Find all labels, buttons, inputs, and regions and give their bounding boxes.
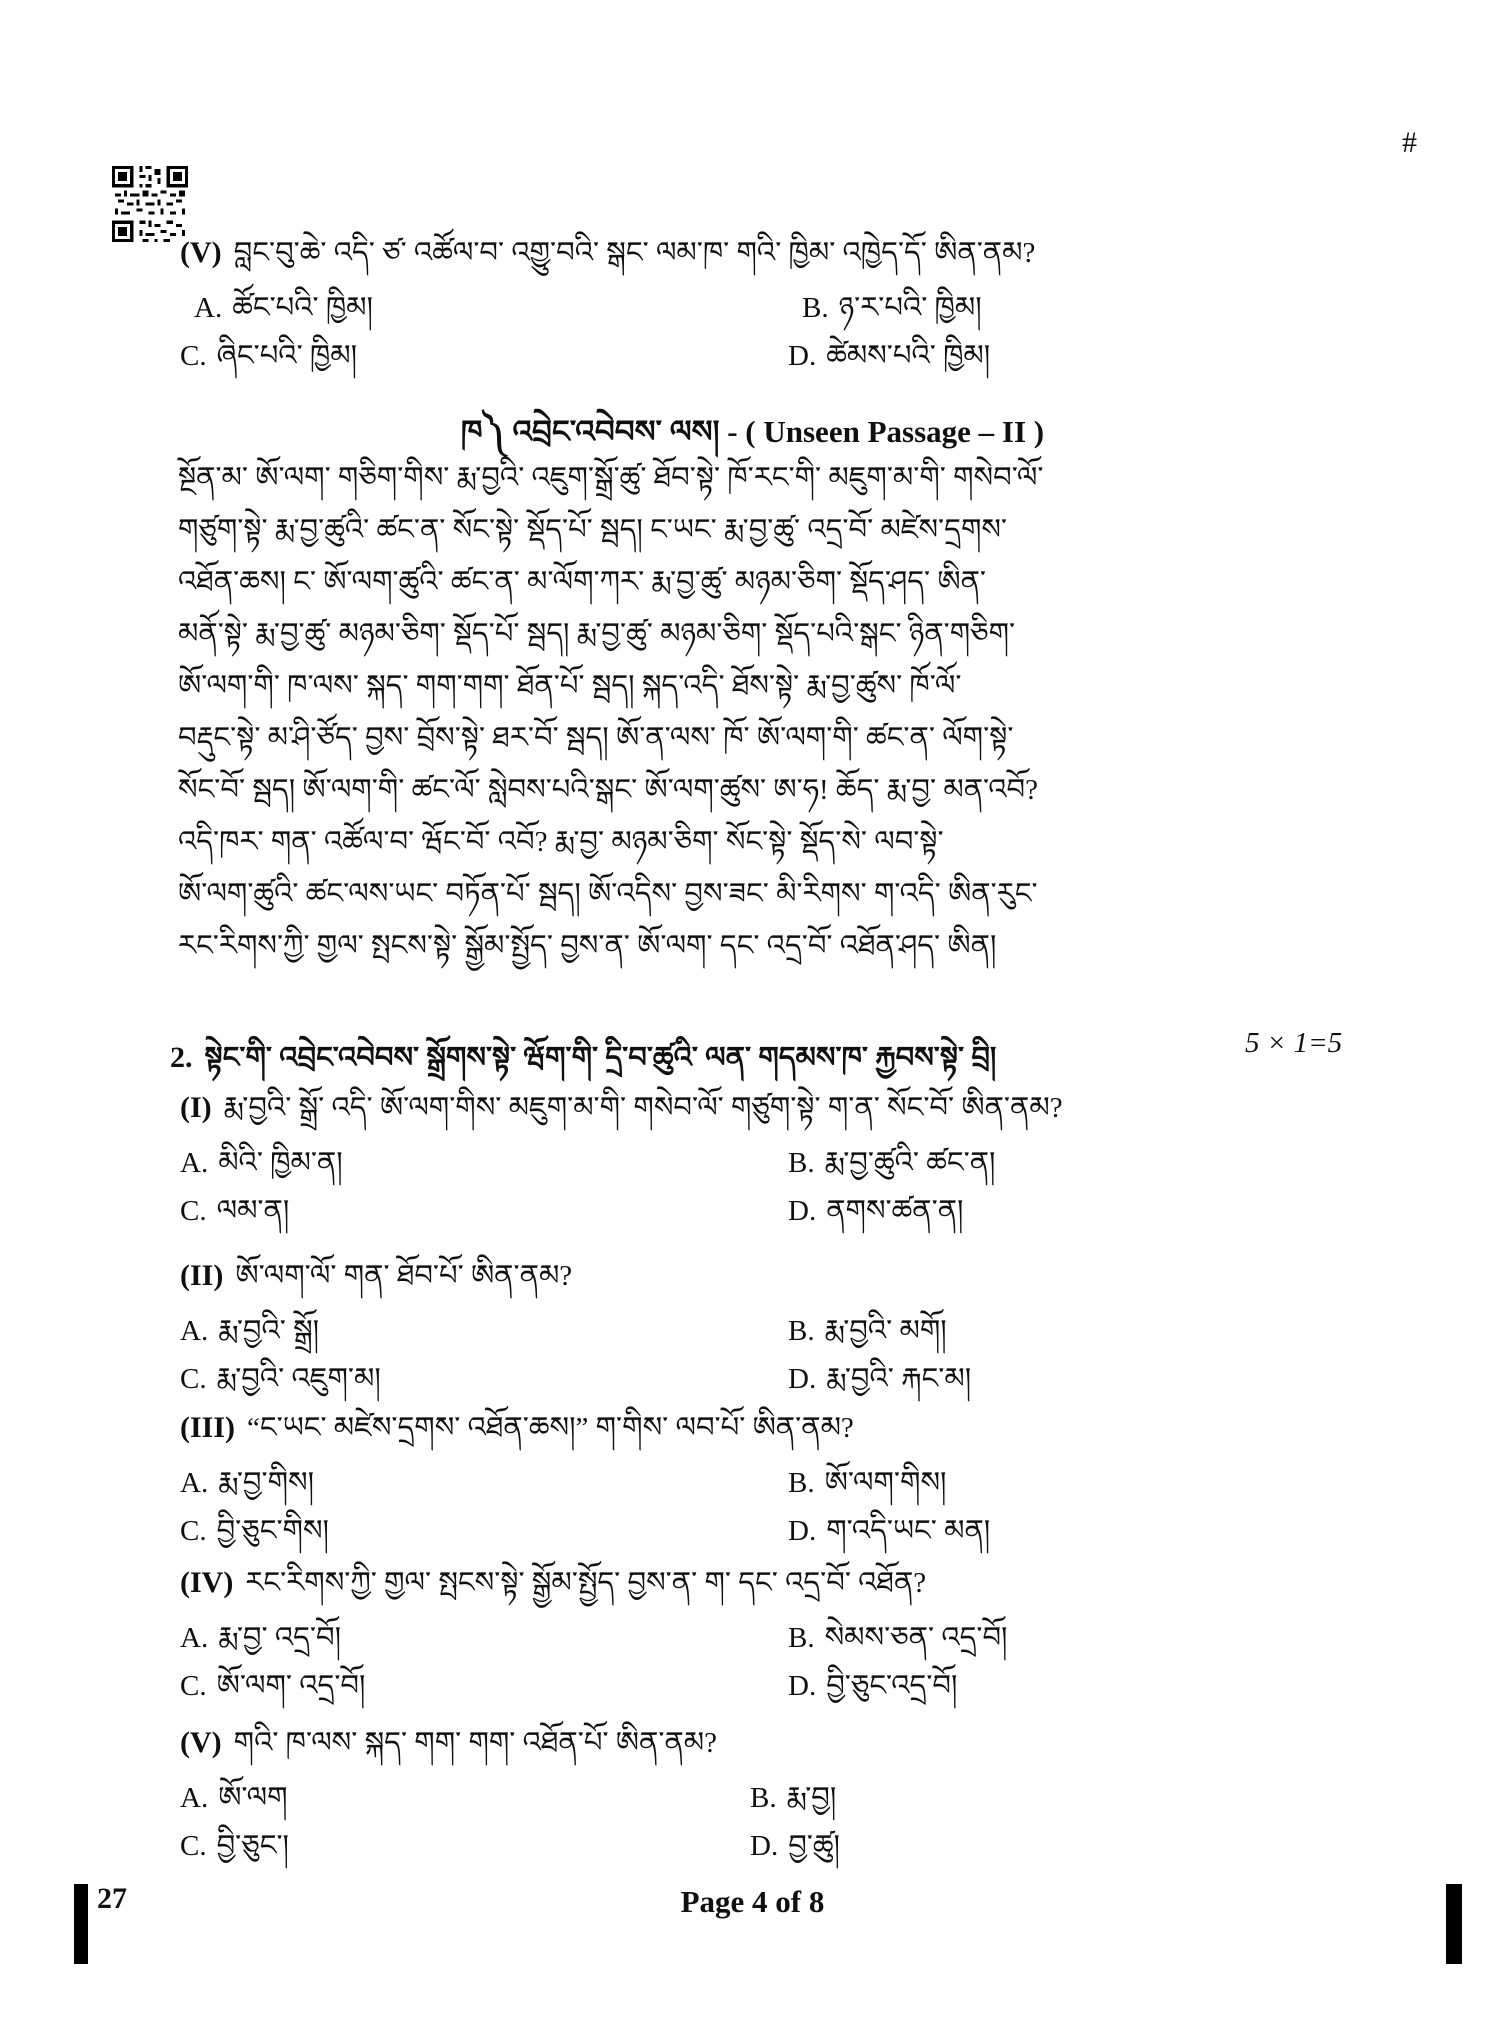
question-text: གའི་ ཁ་ལས་ སྐད་ གག་ གག་ འཐོན་པོ་ ཨིན་ནམ? bbox=[233, 1727, 718, 1759]
option-text: བྱ་ཚུ། bbox=[788, 1830, 840, 1862]
option-label: D. bbox=[788, 340, 817, 372]
option-item bbox=[788, 1140, 996, 1186]
option-label: B. bbox=[788, 1622, 815, 1654]
option-text: ལམ་ན། bbox=[216, 1195, 290, 1227]
option-label: C. bbox=[180, 1515, 207, 1547]
option-label: B. bbox=[802, 292, 829, 324]
option-item bbox=[180, 1508, 788, 1554]
options-row bbox=[180, 1775, 1370, 1821]
passage-line: ཨོ་ལག་ཚུའི་ ཚང་ལས་ཡང་ བཏོན་པོ་ སྦད། ཨོ་འདིས་ བྱས་ཟང་ མི་རིགས་ ག་འདི་ ཨིན་རུང་ bbox=[178, 878, 1038, 910]
option-text: ཚེམས་པའི་ ཁྱིམ། bbox=[826, 340, 991, 372]
options-row bbox=[180, 1615, 1370, 1661]
option-item bbox=[180, 285, 802, 331]
option-item bbox=[180, 1188, 788, 1234]
passage-line: འཐོན་ཆས། ང་ ཨོ་ལག་ཚུའི་ ཚང་ན་ མ་ལོག་ཀར་ རྨ་བྱ་ཚུ་ མཉམ་ཅིག་ སྡོད་ཤད་ ཨིན་ bbox=[178, 566, 986, 598]
paper-code: 27 bbox=[97, 1882, 127, 1915]
question-number: (IV) bbox=[180, 1566, 234, 1599]
option-text: ནགས་ཚན་ན། bbox=[826, 1195, 964, 1227]
option-item bbox=[180, 1823, 750, 1869]
passage-line: གཙུག་སྟེ་ རྨ་བྱ་ཚུའི་ ཚང་ན་ སོང་སྟེ་ སྡོད་པོ་ སྦད། ང་ཡང་ རྨ་བྱ་ཚུ་ འདྲ་བོ་ མཛེས་དྲགས་ bbox=[178, 514, 1008, 546]
option-text: ཚོང་པའི་ ཁྱིམ། bbox=[232, 292, 373, 324]
question-item-5 bbox=[180, 1720, 1370, 1869]
option-text: སེམས་ཅན་ འདྲ་བོ། bbox=[824, 1622, 1008, 1654]
option-label: C. bbox=[180, 1670, 207, 1702]
question-text: རྨ་བྱའི་ སྒྲོ་ འདི་ ཨོ་ལག་གིས་ མཇུག་མ་གི་ གསེབ་ལོ་ གཙུག་སྟེ་ ག་ན་ སོང་བོ་ ཨིན་ནམ? bbox=[223, 1092, 1063, 1124]
option-text: བྱི་ཅུང་། bbox=[216, 1830, 289, 1862]
option-item bbox=[180, 1140, 788, 1186]
option-text: བྱི་ཅུང་འདྲ་བོ། bbox=[826, 1670, 958, 1702]
options-row bbox=[180, 1140, 1370, 1186]
option-label: A. bbox=[180, 1782, 209, 1814]
qr-code bbox=[112, 165, 188, 243]
options-row bbox=[180, 1188, 1370, 1234]
option-item bbox=[180, 1615, 788, 1661]
question-text: “ང་ཡང་ མཛེས་དྲགས་ འཐོན་ཆས།” ག་གིས་ ལབ་པོ་ ཨིན་ནམ? bbox=[247, 1412, 854, 1444]
option-item bbox=[750, 1823, 840, 1869]
question-text: བླང་བུ་ཆེ་ འདི་ ཙ་ འཚོལ་བ་ འགྱུ་བའི་ སྒང་ ལམ་ཁ་ གའི་ ཁྱིམ་ འཁྱེད་དོ་ ཨིན་ནམ? bbox=[233, 237, 1036, 269]
options-row bbox=[180, 285, 1370, 331]
question-item-4 bbox=[180, 1560, 1370, 1709]
question-line bbox=[180, 1405, 1370, 1451]
option-label: A. bbox=[180, 1315, 209, 1347]
option-text: ག་འདི་ཡང་ མན། bbox=[826, 1515, 991, 1547]
option-text: ཨོ་ལག་གིས། bbox=[824, 1467, 947, 1499]
option-text: རྨ་བྱ་གིས། bbox=[218, 1467, 315, 1499]
option-item bbox=[750, 1775, 836, 1821]
option-label: A. bbox=[180, 1147, 209, 1179]
option-text: བྱི་ཅུང་གིས། bbox=[216, 1515, 329, 1547]
option-label: C. bbox=[180, 1363, 207, 1395]
option-label: D. bbox=[788, 1670, 817, 1702]
hash-symbol: # bbox=[1402, 126, 1417, 159]
passage-line: མནོ་སྟེ་ རྨ་བྱ་ཚུ་ མཉམ་ཅིག་ སྡོད་པོ་ སྦད། རྨ་བྱ་ཚུ་ མཉམ་ཅིག་ སྡོད་པའི་སྒང་ ཉིན་གཅིག་ bbox=[178, 618, 1016, 650]
question-number: (V) bbox=[180, 236, 222, 269]
option-item bbox=[788, 1508, 990, 1554]
option-text: རྨ་བྱའི་ རྐང་མ། bbox=[826, 1363, 972, 1395]
option-label: C. bbox=[180, 1195, 207, 1227]
option-label: A. bbox=[180, 1467, 209, 1499]
option-text: རྨ་བྱའི་ འཇུག་མ། bbox=[216, 1363, 381, 1395]
option-item bbox=[788, 1356, 971, 1402]
option-text: ཨོ་ལག bbox=[218, 1782, 288, 1814]
question-v-previous-block bbox=[180, 230, 1370, 379]
option-item bbox=[180, 333, 788, 379]
option-label: D. bbox=[788, 1363, 817, 1395]
question-line bbox=[180, 1720, 1370, 1766]
passage-line: ཨོ་ལག་གི་ ཁ་ལས་ སྐད་ གག་གག་ ཐོན་པོ་ སྦད། སྐད་འདི་ ཐོས་སྟེ་ རྨ་བྱ་ཚུས་ ཁོ་ལོ་ bbox=[178, 670, 962, 702]
option-label: B. bbox=[788, 1147, 815, 1179]
option-item bbox=[180, 1663, 788, 1709]
option-item bbox=[788, 1615, 1008, 1661]
option-label: A. bbox=[180, 1622, 209, 1654]
passage-line: རང་རིགས་ཀྱི་ གྱལ་ སྤངས་སྟེ་ སྒྱོམ་སྤྱོད་ བྱས་ན་ ཨོ་ལག་ དང་ འདྲ་བོ་ འཐོན་ཤད་ ཨིན། bbox=[178, 930, 997, 962]
question-line bbox=[180, 1253, 1370, 1299]
question-text: ཨོ་ལག་ལོ་ གན་ ཐོབ་པོ་ ཨིན་ནམ? bbox=[235, 1260, 573, 1292]
option-item bbox=[180, 1308, 788, 1354]
option-text: ཨོ་ལག་ འདྲ་བོ། bbox=[216, 1670, 366, 1702]
passage-body bbox=[178, 452, 1353, 972]
question-text: རང་རིགས་ཀྱི་ གྱལ་ སྤངས་སྟེ་ སྒྱོམ་སྤྱོད་ བྱས་ན་ ག་ དང་ འདྲ་བོ་ འཐོན? bbox=[245, 1567, 927, 1599]
question-item-3 bbox=[180, 1405, 1370, 1554]
option-text: རྨ་བྱ་ཚུའི་ ཚང་ན། bbox=[824, 1147, 996, 1179]
option-item bbox=[788, 333, 990, 379]
option-text: མིའི་ ཁྱིམ་ན། bbox=[218, 1147, 343, 1179]
option-item bbox=[802, 285, 982, 331]
question-number: (II) bbox=[180, 1259, 224, 1292]
question-instruction: སྟེང་གི་ འབྲེང་འབེབས་ སྒྲོགས་སྟེ་ ཝོག་གི་ དྲི་བ་ཚུའི་ ལན་ གདམས་ཁ་ རྐྱབས་སྟེ་ བྲི། bbox=[204, 1042, 997, 1074]
option-label: D. bbox=[750, 1830, 779, 1862]
option-item bbox=[788, 1460, 946, 1506]
options-row bbox=[180, 1663, 1370, 1709]
options-row bbox=[180, 1508, 1370, 1554]
option-label: B. bbox=[750, 1782, 777, 1814]
option-label: B. bbox=[788, 1467, 815, 1499]
question-number: (III) bbox=[180, 1411, 236, 1444]
option-text: ཞིང་པའི་ ཁྱིམ། bbox=[216, 340, 358, 372]
passage-line: སོང་བོ་ སྦད། ཨོ་ལག་གི་ ཚང་ལོ་ སླེབས་པའི་སྒང་ ཨོ་ལག་ཚུས་ ཨ་ཧ! ཆོད་ རྨ་བྱ་ མན་འབོ? bbox=[178, 774, 1038, 806]
options-row bbox=[180, 1308, 1370, 1354]
option-label: D. bbox=[788, 1515, 817, 1547]
passage-heading-tibetan: ཁ༽ འབྲེང་འབེབས་ ལས། - bbox=[460, 414, 738, 449]
footer-right-bar bbox=[1446, 1884, 1462, 1964]
question-number: (I) bbox=[180, 1091, 212, 1124]
options-row bbox=[180, 333, 1370, 379]
marks-label: 5 × 1=5 bbox=[1245, 1027, 1343, 1059]
question-line bbox=[180, 1085, 1370, 1131]
options-row bbox=[180, 1823, 1370, 1869]
option-text: རྨ་བྱ། bbox=[786, 1782, 837, 1814]
option-text: རྨ་བྱ་ འདྲ་བོ། bbox=[218, 1622, 342, 1654]
option-text: ཉ་ར་པའི་ ཁྱིམ། bbox=[838, 292, 982, 324]
passage-line: འདི་ཁར་ གན་ འཚོལ་བ་ ཝོང་བོ་ འབོ? རྨ་བྱ་ མཉམ་ཅིག་ སོང་སྟེ་ སྡོད་སེ་ ལབ་སྟེ་ bbox=[178, 826, 944, 858]
passage-line: བརྡུང་སྟེ་ མ་ཤི་ཙོད་ བྱས་ བྲོས་སྟེ་ ཐར་བོ་ སྦད། ཨོ་ན་ལས་ ཁོ་ ཨོ་ལག་གི་ ཚང་ན་ ལོག་སྟེ་ bbox=[178, 722, 1014, 754]
option-label: D. bbox=[788, 1195, 817, 1227]
options-row bbox=[180, 1460, 1370, 1506]
option-item bbox=[788, 1308, 947, 1354]
page-number-label: Page 4 of 8 bbox=[680, 1884, 825, 1919]
option-item bbox=[788, 1663, 957, 1709]
options-row bbox=[180, 1356, 1370, 1402]
option-label: A. bbox=[194, 292, 223, 324]
passage-line: སྔོན་མ་ ཨོ་ལག་ གཅིག་གིས་ རྨ་བྱའི་ འཇུག་སྒྲོ་ཚུ་ ཐོབ་སྟེ་ ཁོ་རང་གི་ མཇུག་མ་གི་ གསེབ་ལོ་ bbox=[178, 462, 1044, 494]
question-number: 2. bbox=[170, 1041, 193, 1074]
passage-heading-english: ( Unseen Passage – II ) bbox=[745, 414, 1045, 449]
question-item-1 bbox=[180, 1085, 1370, 1234]
option-text: རྨ་བྱའི་ མགོ། bbox=[824, 1315, 947, 1347]
question-number: (V) bbox=[180, 1726, 222, 1759]
option-item bbox=[788, 1188, 964, 1234]
question-item-2 bbox=[180, 1253, 1370, 1402]
option-label: B. bbox=[788, 1315, 815, 1347]
option-text: རྨ་བྱའི་ སྒྲོ། bbox=[218, 1315, 320, 1347]
option-label: C. bbox=[180, 340, 207, 372]
option-label: C. bbox=[180, 1830, 207, 1862]
option-item bbox=[180, 1460, 788, 1506]
option-item bbox=[180, 1356, 788, 1402]
question-line bbox=[180, 230, 1370, 276]
question-line bbox=[180, 1560, 1370, 1606]
option-item bbox=[180, 1775, 750, 1821]
